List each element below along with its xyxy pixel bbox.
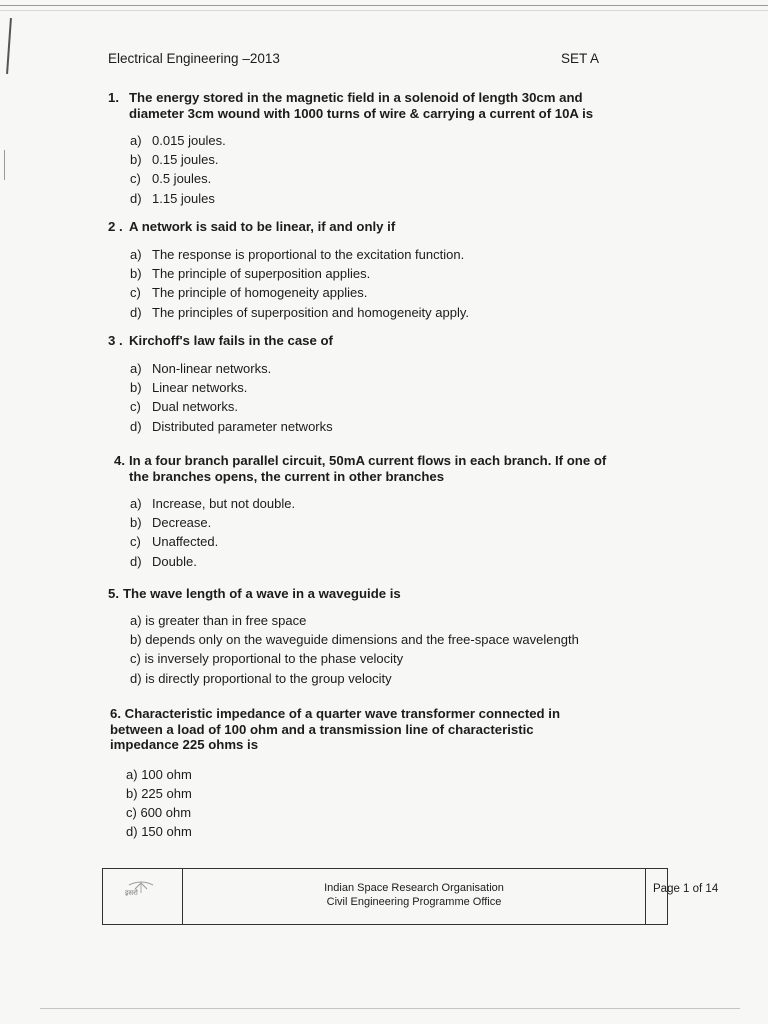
option-text: 225 ohm [141,785,192,801]
option-a [130,245,698,264]
option-text: Decrease. [152,515,212,531]
option-d [130,303,698,322]
scan-mark [6,18,12,74]
options-list [130,245,698,322]
option-a [130,494,704,513]
option-b [126,784,700,803]
question-stem [108,586,698,602]
question-number: 6. [110,706,121,721]
option-c [130,283,698,302]
options-list [130,359,698,436]
option-text: is inversely proportional to the phase velocity [144,651,404,667]
option-b [130,630,698,649]
option-d [130,552,704,571]
option-letter: c) [130,534,141,550]
question-line: diameter 3cm wound with 1000 turns of wire & carrying a current of 10A is [129,106,594,121]
question-stem [114,453,704,485]
option-text: 0.015 joules. [152,133,226,148]
option-letter: a) [130,613,142,628]
option-a [126,765,700,784]
option-text: 1.15 joules [152,190,215,206]
scan-edge-line [40,1008,740,1009]
question-line: The energy stored in the magnetic field in a solenoid of length 30cm and [129,90,583,105]
scan-edge-line [0,5,768,6]
option-letter: c) [126,804,137,820]
page-footer [102,868,719,925]
option-letter: b) [130,380,142,396]
option-text: 0.15 joules. [152,152,219,168]
option-text: The principle of homogeneity applies. [152,285,368,301]
option-text: Unaffected. [152,534,219,550]
option-text: The principle of superposition applies. [152,266,371,282]
option-letter: c) [130,285,141,301]
option-c [130,532,704,551]
footer-logo-cell [103,869,183,924]
question-line: Kirchoff's law fails in the case of [129,333,333,348]
option-text: Distributed parameter networks [152,418,333,434]
question-line: In a four branch parallel circuit, 50mA current flows in each branch. If one of [129,453,607,468]
set-label: SET A [561,51,600,66]
question-line: The wave length of a wave in a waveguide is [123,586,401,601]
options-list [126,765,700,842]
question-line: between a load of 100 ohm and a transmission line of characteristic [110,721,534,737]
option-c [126,803,700,822]
option-d [130,669,698,688]
option-a [130,131,698,150]
option-text: depends only on the waveguide dimensions and the free-space wavelength [145,632,579,648]
question-line: A network is said to be linear, if and only if [129,219,396,234]
option-d [130,189,698,208]
option-d [130,417,698,436]
option-letter: b) [130,515,142,531]
question-1 [108,90,698,208]
logo-text: इसरो [125,890,138,897]
option-text: 0.5 joules. [152,171,212,187]
option-b [130,513,704,532]
option-letter: d) [130,418,142,434]
option-text: The principles of superposition and homogeneity apply. [152,304,470,320]
option-a [130,611,698,630]
option-letter: c) [130,651,141,667]
page-number: Page 1 of 14 [653,883,719,895]
option-text: is greater than in free space [145,613,307,628]
question-4 [114,453,704,571]
question-5 [108,586,698,688]
option-text: 600 ohm [140,804,192,820]
option-letter: a) [130,496,142,511]
document-title: Electrical Engineering –2013 [108,51,280,66]
organisation-name: Indian Space Research Organisation [324,882,504,894]
option-a [130,359,698,378]
option-d [126,822,700,841]
options-list [130,494,704,571]
question-2 [108,219,698,322]
option-text: Non-linear networks. [152,361,272,376]
office-name: Civil Engineering Programme Office [326,896,502,908]
option-letter: d) [130,670,142,686]
question-line: impedance 225 ohms is [110,737,259,752]
question-number: 1. [108,90,119,105]
scan-edge-line [0,10,768,11]
question-stem [108,333,698,349]
option-b [130,378,698,397]
question-line: the branches opens, the current in other branches [129,469,445,484]
option-text: 150 ohm [141,824,192,840]
option-letter: d) [126,824,138,840]
option-letter: d) [130,553,142,569]
question-number: 5. [108,586,119,601]
options-list [130,131,698,208]
option-letter: b) [130,152,142,168]
question-stem [108,90,698,122]
footer-organisation [183,869,646,924]
option-c [130,649,698,668]
option-letter: d) [130,190,142,206]
option-letter: c) [130,171,141,187]
option-letter: a) [130,247,142,262]
question-6 [110,706,700,841]
option-letter: b) [130,266,142,282]
option-text: Dual networks. [152,399,238,415]
option-letter: a) [130,133,142,148]
question-line: Characteristic impedance of a quarter wave transformer connected in [124,706,561,721]
option-text: Double. [152,553,197,569]
option-c [130,169,698,188]
question-number: 3 . [108,333,123,348]
option-text: The response is proportional to the excitation function. [152,247,465,262]
option-letter: a) [126,766,138,782]
option-text: 100 ohm [141,766,192,782]
option-letter: a) [130,361,142,376]
question-stem [108,219,698,235]
option-text: Increase, but not double. [152,496,296,511]
option-text: Linear networks. [152,380,248,396]
question-stem [110,706,700,753]
option-text: is directly proportional to the group velocity [145,670,392,686]
scan-mark [4,150,5,180]
option-letter: c) [130,399,141,415]
option-c [130,397,698,416]
question-3 [108,333,698,436]
option-letter: b) [130,632,142,648]
options-list [130,611,698,688]
option-b [130,264,698,283]
question-number: 2 . [108,219,123,234]
option-letter: d) [130,304,142,320]
option-letter: b) [126,785,138,801]
question-number: 4. [114,453,125,468]
option-b [130,150,698,169]
